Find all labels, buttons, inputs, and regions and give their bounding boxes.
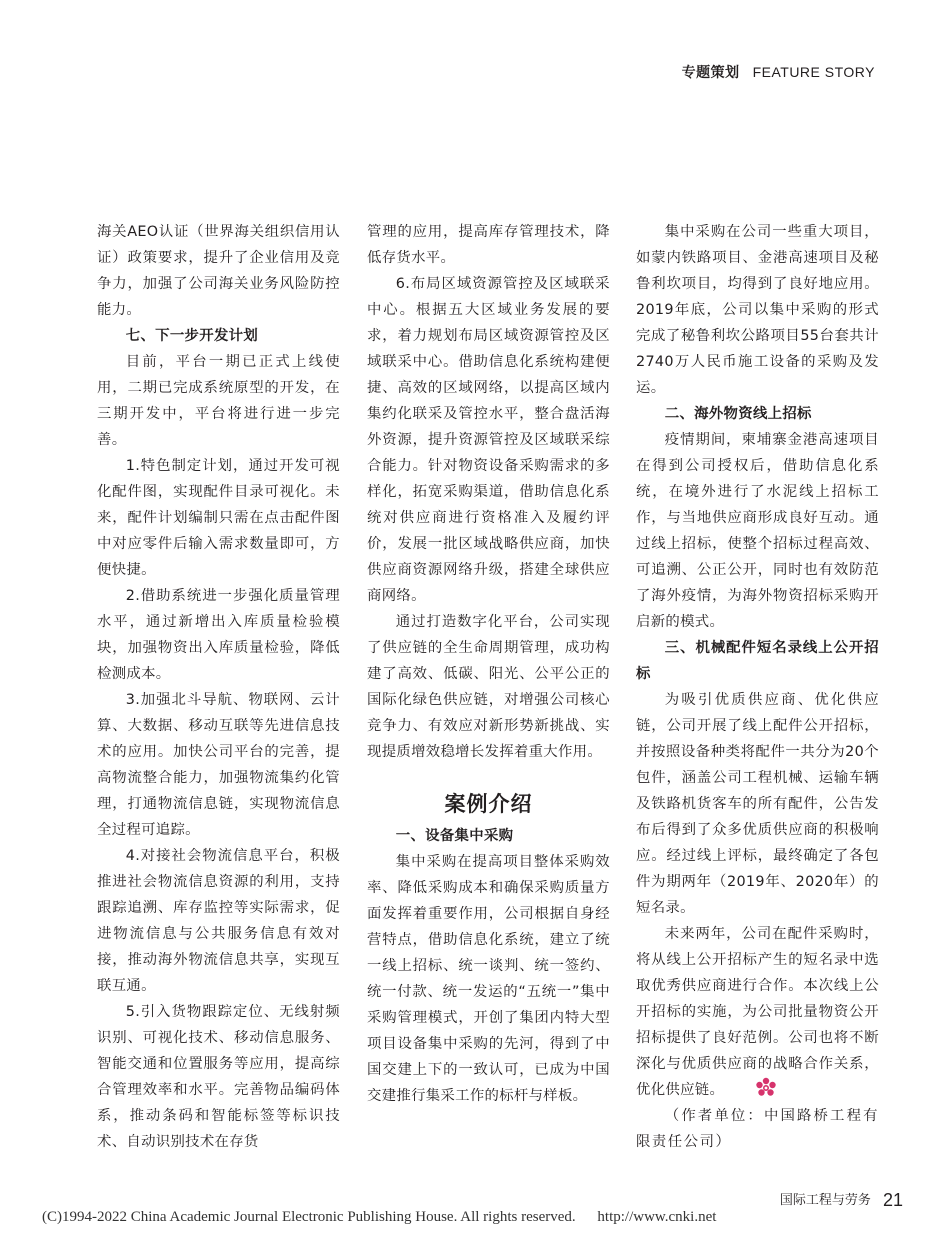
case-section-title: 案例介绍 [444, 792, 533, 816]
case-heading: 二、海外物资线上招标 [664, 406, 812, 422]
paragraph: 疫情期间，柬埔寨金港高速项目在得到公司授权后，借助信息化系统，在境外进行了水泥线上招标工作，与当地供应商形成良好互动。通过线上招标，使整个招标过程高效、可追溯、公正公开，同时也有效防范了海外疫情，为海外物资招标采购开启新的模式。 [636, 432, 879, 630]
article-end-mark-icon [726, 1077, 748, 1099]
section-title-en: FEATURE STORY [752, 64, 875, 80]
paragraph [636, 921, 879, 1103]
copyright-line [42, 1209, 922, 1226]
section-heading: 七、下一步开发计划 [125, 328, 259, 344]
paragraph: 目前，平台一期已正式上线使用，二期已完成系统原型的开发，在三期开发中，平台将进行进一步完善。 [97, 354, 340, 448]
paragraph: 3.加强北斗导航、物联网、云计算、大数据、移动互联等先进信息技术的应用。加快公司平台的完善，提高物流整合能力，加强物流集约化管理，打通物流信息链，实现物流信息全过程可追踪。 [97, 692, 340, 838]
copyright-text: (C)1994-2022 China Academic Journal Electronic Publishing House. All rights reserved. [42, 1209, 576, 1225]
case-heading: 三、机械配件短名录线上公开招标 [636, 640, 879, 682]
paragraph [636, 687, 879, 921]
paragraph: 5.引入货物跟踪定位、无线射频识别、可视化技术、移动信息服务、智能交通和位置服务等应用，提高综合管理效率和水平。完善物品编码体系，推动条码和智能标签等标识技术、自动识别技术在存货 [97, 1004, 340, 1150]
paragraph: 管理的应用，提高库存管理技术，降低存货水平。 [367, 224, 610, 266]
paragraph: 2.借助系统进一步强化质量管理水平，通过新增出入库质量检验模块，加强物资出入库质量检验，降低检测成本。 [97, 588, 340, 682]
section-title-cn: 专题策划 [681, 65, 740, 81]
article-column-2 [367, 219, 610, 1109]
section-header [682, 62, 875, 82]
paragraph: 集中采购在公司一些重大项目，如蒙内铁路项目、金港高速项目及秘鲁利坎项目，均得到了良好地应用。2019年底，公司以集中采购的形式完成了秘鲁利坎公路项目55台套共计2740万人民币施工设备的采购及发运。 [636, 224, 879, 396]
case-heading: 一、设备集中采购 [395, 828, 514, 844]
article-column-1 [97, 219, 340, 1155]
copyright-url[interactable]: http://www.cnki.net [597, 1209, 717, 1225]
page-footer [780, 1189, 903, 1211]
paragraph: 海关AEO认证（世界海关组织信用认证）政策要求，提升了企业信用及竞争力，加强了公司海关业务风险防控能力。 [97, 224, 340, 318]
paragraph: 集中采购在提高项目整体采购效率、降低采购成本和确保采购质量方面发挥着重要作用，公司根据自身经营特点，借助信息化系统，建立了统一线上招标、统一谈判、统一签约、统一付款、统一发运的“五统一”集中采购管理模式，开创了集团内特大型项目设备集中采购的先河，得到了中国交建上下的一致认可，已成为中国交建推行集采工作的标杆与样板。 [367, 854, 610, 1104]
article-column-3 [636, 219, 879, 1155]
paragraph: 6.布局区域资源管控及区域联采中心。根据五大区域业务发展的要求，着力规划布局区域资源管控及区域联采中心。借助信息化系统构建便捷、高效的区域网络，以提高区域内集约化联采及管控水平，整合盘活海外资源，提升资源管控及区域联采综合能力。针对物资设备采购需求的多样化，拓宽采购渠道，借助信息化系统对供应商进行资格准入及履约评价，发展一批区域战略供应商，加快供应商资源网络升级，搭建全球供应商网络。 [367, 276, 610, 604]
paragraph-text: 为吸引优质供应商、优化供应链，公司开展了线上配件公开招标，并按照设备种类将配件一共分为20个包件，涵盖公司工程机械、运输车辆及铁路机货客车的所有配件，公告发布后得到了众多优质供应商的积极响应。经过线上评标，最终确定了各包件为期两年（2019年、2020年）的短名录。 [636, 692, 879, 916]
paragraph: 1.特色制定计划，通过开发可视化配件图，实现配件目录可视化。未来，配件计划编制只需在点击配件图中对应零件后输入需求数量即可，方便快捷。 [97, 458, 340, 578]
paragraph: 4.对接社会物流信息平台，积极推进社会物流信息资源的利用，支持跟踪追溯、库存监控等实际需求，促进物流信息与公共服务信息有效对接，推动海外物流信息共享，实现互联互通。 [97, 848, 340, 994]
paragraph-text: 未来两年，公司在配件采购时，将从线上公开招标产生的短名录中选取优秀供应商进行合作。本次线上公开招标的实施，为公司批量物资公开招标提供了良好范例。公司也将不断深化与优质供应商的战略合作关系，优化供应链。 [636, 926, 879, 1098]
magazine-name: 国际工程与劳务 [779, 1193, 871, 1208]
paragraph: 通过打造数字化平台，公司实现了供应链的全生命周期管理，成功构建了高效、低碳、阳光、公平公正的国际化绿色供应链，对增强公司核心竞争力、有效应对新形势新挑战、实现提质增效稳增长发挥着重大作用。 [367, 614, 610, 760]
author-affiliation: （作者单位：中国路桥工程有限责任公司） [636, 1108, 879, 1150]
page-number: 21 [882, 1190, 903, 1210]
